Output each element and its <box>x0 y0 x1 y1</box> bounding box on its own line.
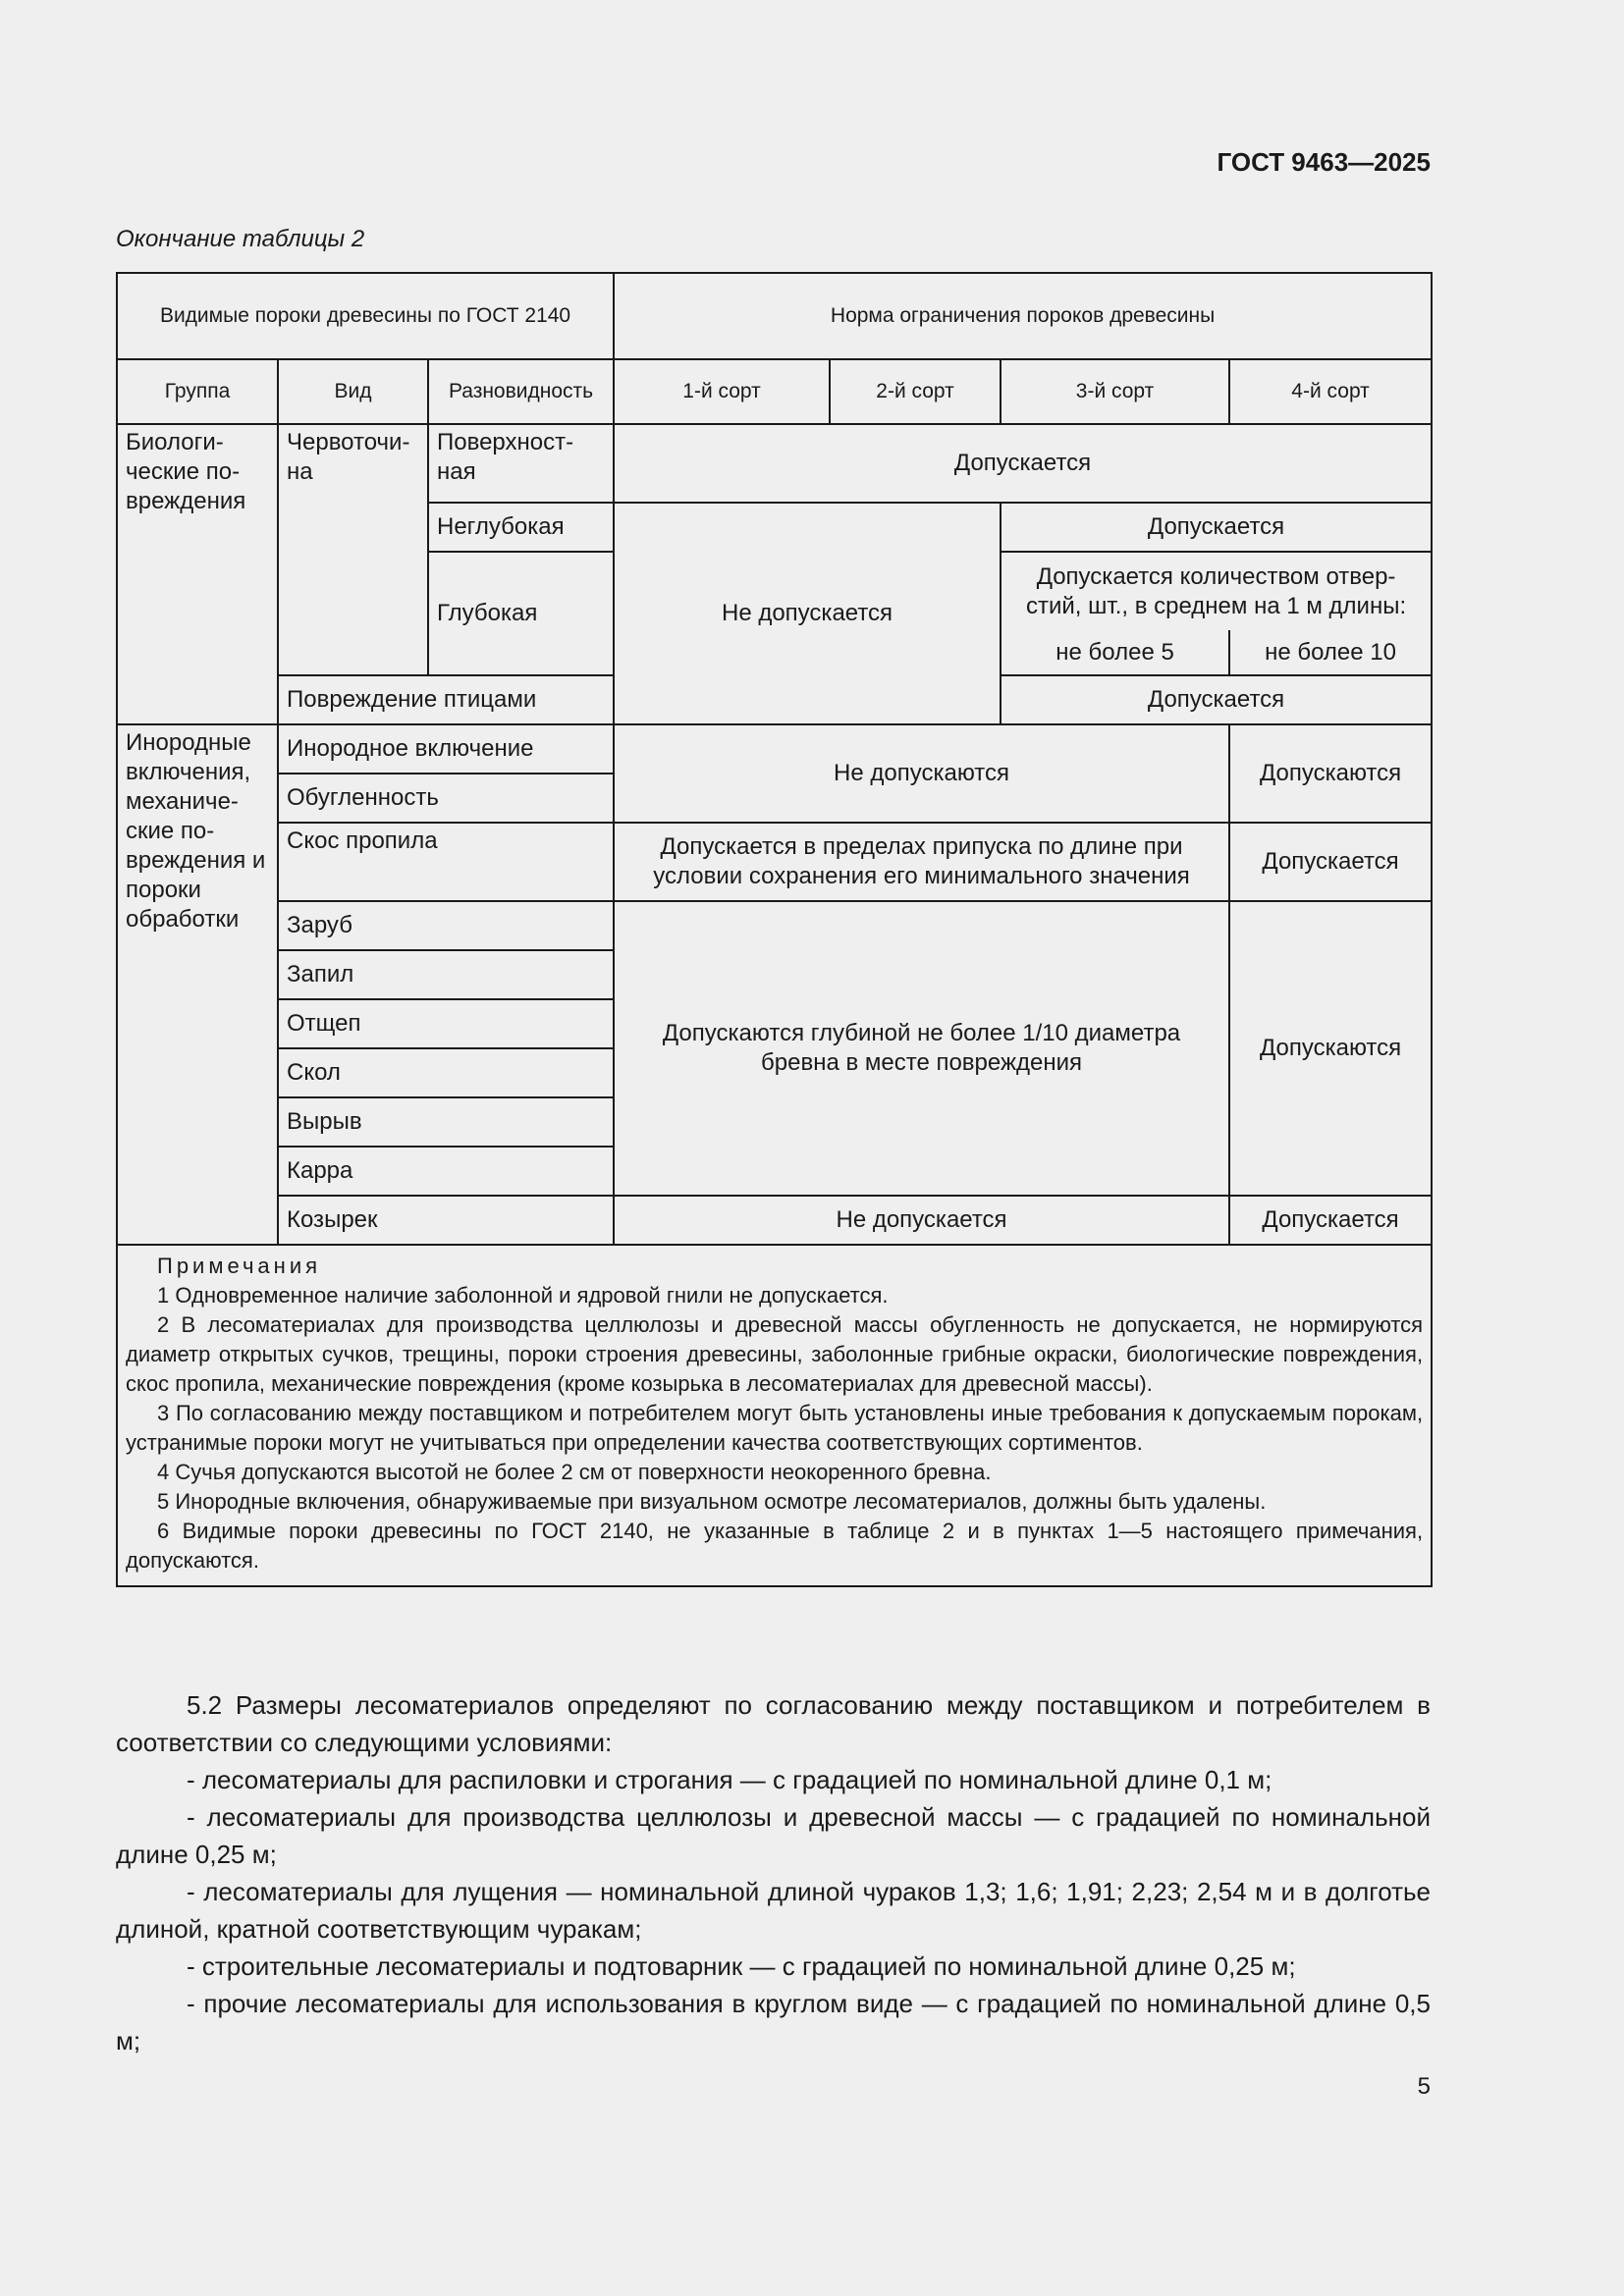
norm-visor: Не допускается <box>614 1196 1229 1245</box>
norm-skew-4: Допускается <box>1229 823 1432 901</box>
norm-allowed-pl-4: Допускаются <box>1229 724 1432 823</box>
defects-table <box>116 272 1433 1587</box>
type-foreign: Инородное включение <box>278 724 614 774</box>
type-notch: Заруб <box>278 901 614 950</box>
type-karra: Карра <box>278 1147 614 1196</box>
col-variety: Разновидность <box>428 359 614 424</box>
norm-skew: Допускается в пределах припуска по длине при условии сохранения его минимального значения <box>614 823 1229 901</box>
header-norm: Норма ограничения пороков древесины <box>614 273 1432 359</box>
body-text <box>116 1686 1431 2059</box>
note-1: 1 Одновременное наличие заболонной и ядровой гнили не допускается. <box>157 1283 889 1308</box>
paragraph-5-2: 5.2 Размеры лесоматериалов определяют по согласованию между поставщиком и потребителем в соответствии со следующими условиями: <box>116 1690 1431 1757</box>
col-grade-4: 4-й сорт <box>1229 359 1432 424</box>
norm-depth-4: Допускаются <box>1229 901 1432 1196</box>
norm-surface: Допускается <box>614 424 1432 503</box>
norm-visor-4: Допускается <box>1229 1196 1432 1245</box>
header-defects: Видимые пороки древесины по ГОСТ 2140 <box>117 273 614 359</box>
col-grade-3: 3-й сорт <box>1001 359 1229 424</box>
norm-max-10: не более 10 <box>1229 630 1432 675</box>
col-group: Группа <box>117 359 278 424</box>
bullet-pulp: - лесоматериалы для производства целлюлозы и древесной массы — с градацией по номинальной длине 0,25 м; <box>116 1802 1431 1869</box>
col-grade-1: 1-й сорт <box>614 359 830 424</box>
col-type: Вид <box>278 359 428 424</box>
variety-shallow: Неглубокая <box>428 503 614 552</box>
document-code: ГОСТ 9463—2025 <box>1217 147 1431 177</box>
group-biological: Биологи-ческие по-вреждения <box>117 424 278 724</box>
type-charring: Обугленность <box>278 774 614 823</box>
type-split: Отщеп <box>278 999 614 1048</box>
type-sawcut: Запил <box>278 950 614 999</box>
notes-title: Примечания <box>157 1254 322 1278</box>
norm-holes: Допускается количеством отвер-стий, шт., в среднем на 1 м длины: <box>1001 552 1432 630</box>
type-visor: Козырек <box>278 1196 614 1245</box>
type-wormhole: Червоточи-на <box>278 424 428 675</box>
bullet-construction: - строительные лесоматериалы и подтоварник — с градацией по номинальной длине 0,25 м; <box>187 1951 1296 1981</box>
norm-shallow-34: Допускается <box>1001 503 1432 552</box>
group-foreign: Инородные включения, механиче-ские по-вреждения и пороки обработки <box>117 724 278 1245</box>
type-skew: Скос пропила <box>278 823 614 901</box>
variety-deep: Глубокая <box>428 552 614 675</box>
table-caption: Окончание таблицы 2 <box>116 226 365 252</box>
type-chip: Скол <box>278 1048 614 1097</box>
note-6: 6 Видимые пороки древесины по ГОСТ 2140, не указанные в таблице 2 и в пунктах 1—5 настоящего примечания, допускаются. <box>126 1519 1424 1573</box>
type-tearout: Вырыв <box>278 1097 614 1147</box>
notes-block <box>117 1245 1432 1586</box>
page-number: 5 <box>1417 2073 1431 2100</box>
norm-not-allowed-pl: Не допускаются <box>614 724 1229 823</box>
norm-not-allowed-12: Не допускается <box>614 503 1001 724</box>
note-3: 3 По согласованию между поставщиком и потребителем могут быть установлены иные требования к допускаемым порокам, устранимые пороки могут не учитываться при определении качества соответствующих сортиментов. <box>126 1401 1424 1455</box>
note-4: 4 Сучья допускаются высотой не более 2 см от поверхности неокоренного бревна. <box>157 1460 992 1484</box>
norm-depth: Допускаются глубиной не более 1/10 диаметра бревна в месте повреждения <box>614 901 1229 1196</box>
norm-birds-34: Допускается <box>1001 675 1432 724</box>
note-5: 5 Инородные включения, обнаруживаемые при визуальном осмотре лесоматериалов, должны быть удалены. <box>157 1489 1267 1514</box>
bullet-peeling: - лесоматериалы для лущения — номинальной длиной чураков 1,3; 1,6; 1,91; 2,23; 2,54 м и в долготье длиной, кратной соответствующим чуракам; <box>116 1877 1431 1944</box>
col-grade-2: 2-й сорт <box>830 359 1001 424</box>
bullet-sawing: - лесоматериалы для распиловки и строгания — с градацией по номинальной длине 0,1 м; <box>187 1765 1272 1794</box>
type-birds: Повреждение птицами <box>278 675 614 724</box>
note-2: 2 В лесоматериалах для производства целлюлозы и древесной массы обугленность не допускается, не нормируются диаметр открытых сучков, трещины, пороки строения древесины, заболонные грибные окраски, биологические повреждения, скос пропила, механические повреждения (кроме козырька в лесоматериалах для древесной массы). <box>126 1312 1424 1396</box>
variety-surface: Поверхност-ная <box>428 424 614 503</box>
bullet-other: - прочие лесоматериалы для использования в круглом виде — с градацией по номинальной длине 0,5 м; <box>116 1989 1431 2056</box>
norm-max-5: не более 5 <box>1001 630 1229 675</box>
